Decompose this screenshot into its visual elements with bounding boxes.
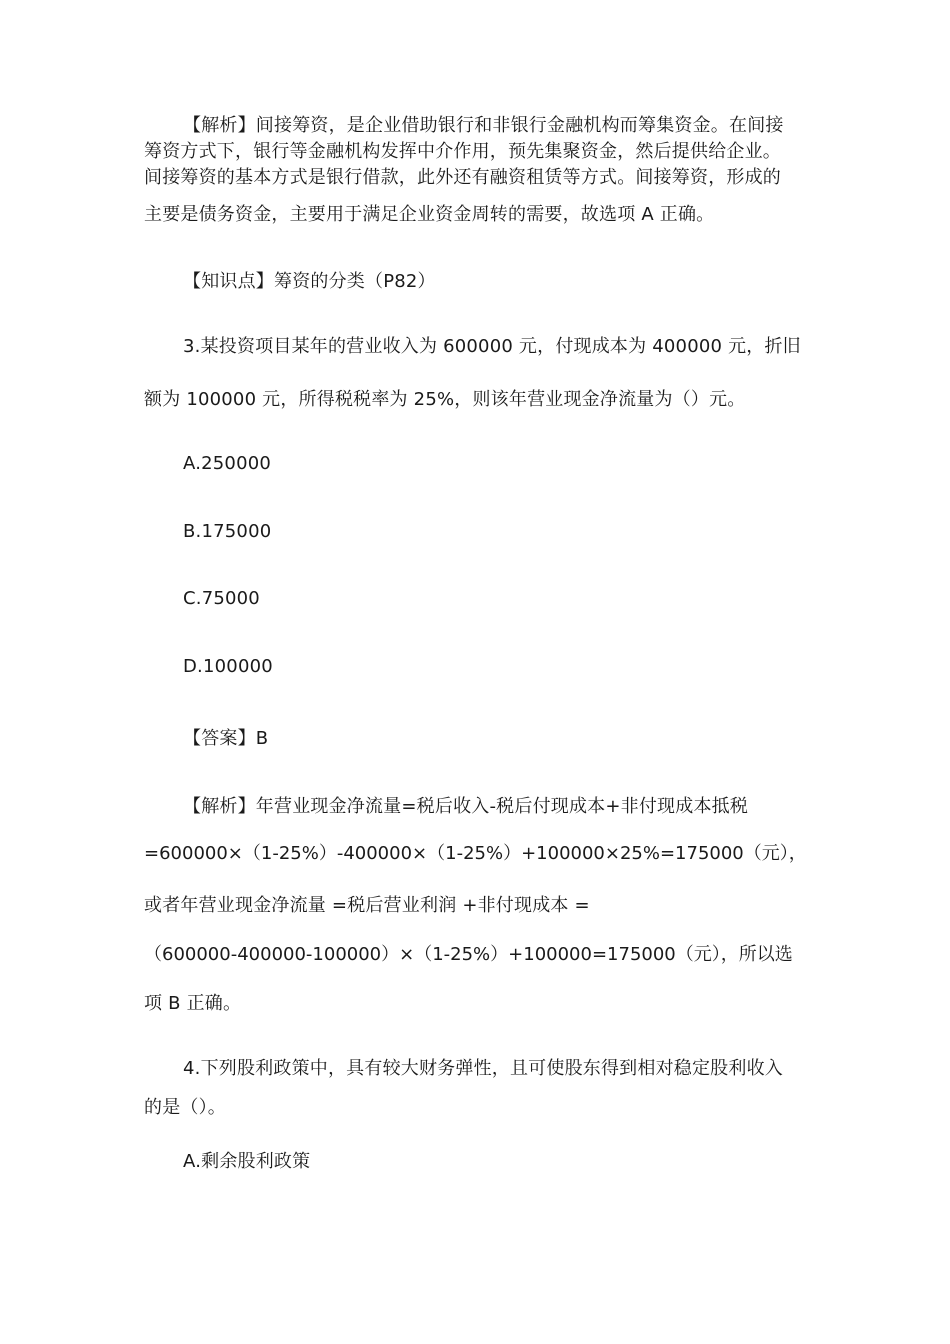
question-3-option-d: D.100000 bbox=[183, 656, 273, 677]
question-3-analysis-line-5: 项 B 正确。 bbox=[144, 993, 242, 1014]
question-4-line-2: 的是（）。 bbox=[144, 1097, 226, 1118]
question-3-analysis-line-2: =600000×（1-25%）-400000×（1-25%）+100000×25%=175000（元）， bbox=[144, 843, 807, 864]
analysis-line-4: 主要是债务资金，主要用于满足企业资金周转的需要，故选项 A 正确。 bbox=[144, 204, 715, 225]
question-3-line-2: 额为 100000 元，所得税税率为 25%，则该年营业现金净流量为（）元。 bbox=[144, 389, 746, 410]
question-3-analysis-line-3: 或者年营业现金净流量 =税后营业利润 +非付现成本 = bbox=[144, 895, 590, 916]
question-4-option-a: A.剩余股利政策 bbox=[183, 1151, 311, 1172]
analysis-line-3: 间接筹资的基本方式是银行借款，此外还有融资租赁等方式。间接筹资，形成的 bbox=[144, 167, 781, 188]
question-3-answer: 【答案】B bbox=[183, 728, 269, 749]
question-3-option-b: B.175000 bbox=[183, 521, 272, 542]
knowledge-point: 【知识点】筹资的分类（P82） bbox=[183, 271, 436, 292]
question-3-line-1: 3.某投资项目某年的营业收入为 600000 元，付现成本为 400000 元，折旧 bbox=[183, 336, 801, 357]
question-3-analysis-line-4: （600000-400000-100000）×（1-25%）+100000=175000（元），所以选 bbox=[144, 944, 793, 965]
question-3-option-c: C.75000 bbox=[183, 588, 260, 609]
analysis-line-2: 筹资方式下，银行等金融机构发挥中介作用，预先集聚资金，然后提供给企业。 bbox=[144, 141, 781, 162]
question-3-option-a: A.250000 bbox=[183, 453, 272, 474]
question-3-analysis-line-1: 【解析】年营业现金净流量=税后收入-税后付现成本+非付现成本抵税 bbox=[183, 796, 749, 817]
question-4-line-1: 4.下列股利政策中，具有较大财务弹性，且可使股东得到相对稳定股利收入 bbox=[183, 1058, 783, 1079]
analysis-line-1: 【解析】间接筹资，是企业借助银行和非银行金融机构而筹集资金。在间接 bbox=[183, 115, 784, 136]
